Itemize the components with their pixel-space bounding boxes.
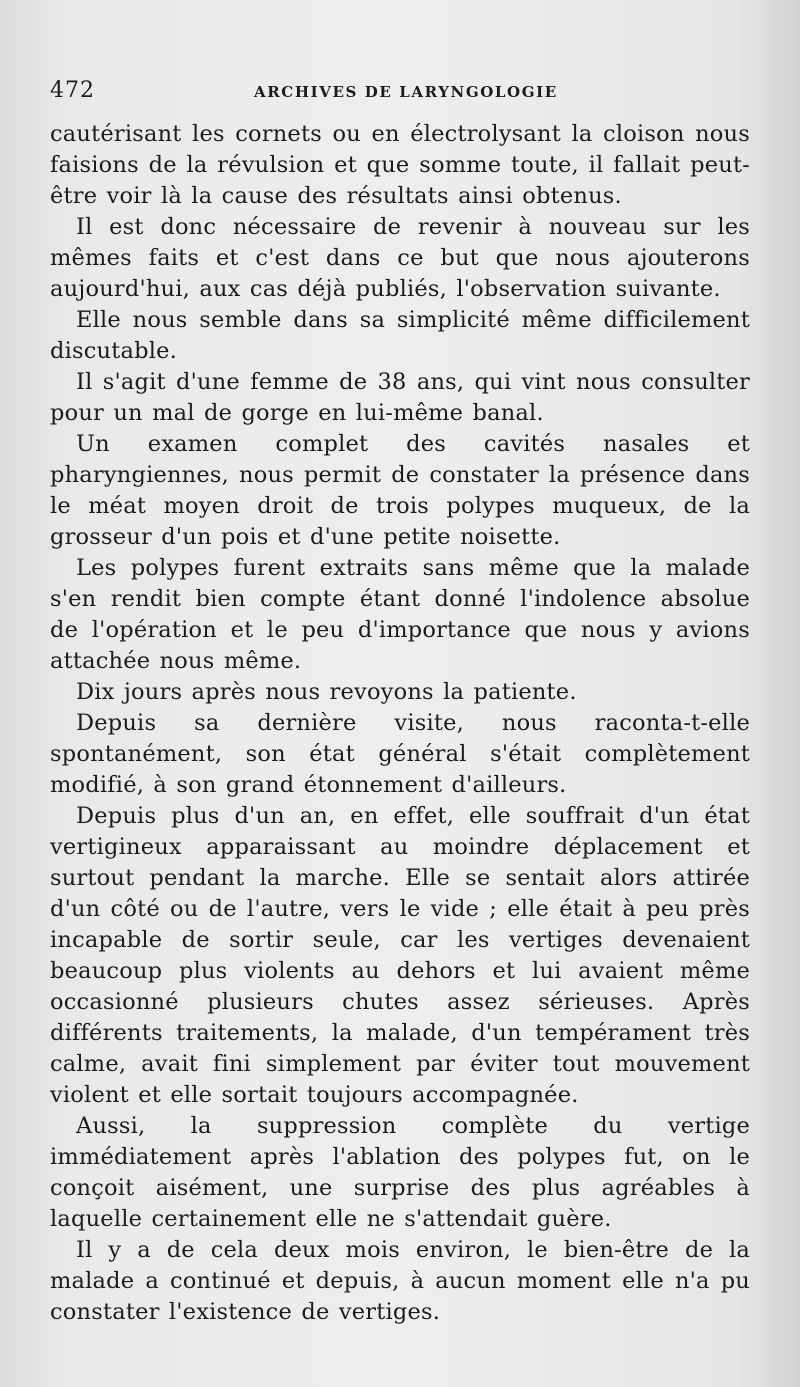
paragraph: Depuis plus d'un an, en effet, elle souffrait d'un état vertigineux apparaissant au moindre déplacement et surtout pendant la marche. Elle se sentait alors attirée d'un côté ou de l'autre, vers le vide ; elle était à peu près incapable de sortir seule, car les vertiges devenaient beaucoup plus violents au dehors et lui avaient même occasionné plusieurs chutes assez sérieuses. Après différents traitements, la malade, d'un tempérament très calme, avait fini simplement par éviter tout mouvement violent et elle sortait toujours accompagnée. (50, 803, 750, 1108)
paragraph: Dix jours après nous revoyons la patiente. (76, 679, 577, 705)
paragraph: cautérisant les cornets ou en électrolysant la cloison nous faisions de la révulsion et que somme toute, il fallait peut-être voir là la cause des résultats ainsi obtenus. (50, 121, 750, 209)
paragraph: Il y a de cela deux mois environ, le bien-être de la malade a continué et depuis, à aucun moment elle n'a pu constater l'existence de vertiges. (50, 1237, 750, 1325)
paragraph: Les polypes furent extraits sans même que la malade s'en rendit bien compte étant donné l'indolence absolue de l'opération et le peu d'importance que nous y avions attachée nous même. (50, 555, 750, 674)
journal-title: ARCHIVES DE LARYNGOLOGIE (254, 83, 558, 101)
page-number: 472 (50, 78, 95, 103)
body-text (50, 119, 750, 1328)
paragraph: Elle nous semble dans sa simplicité même difficilement discutable. (50, 307, 750, 364)
paragraph: Il s'agit d'une femme de 38 ans, qui vint nous consulter pour un mal de gorge en lui-même banal. (50, 369, 750, 426)
paragraph: Un examen complet des cavités nasales et pharyngiennes, nous permit de constater la présence dans le méat moyen droit de trois polypes muqueux, de la grosseur d'un pois et d'une petite noisette. (50, 431, 750, 550)
paragraph: Il est donc nécessaire de revenir à nouveau sur les mêmes faits et c'est dans ce but que nous ajouterons aujourd'hui, aux cas déjà publiés, l'observation suivante. (50, 214, 750, 302)
paragraph: Depuis sa dernière visite, nous raconta-t-elle spontanément, son état général s'était complètement modifié, à son grand étonnement d'ailleurs. (50, 710, 750, 798)
paragraph: Aussi, la suppression complète du vertige immédiatement après l'ablation des polypes fut, on le conçoit aisément, une surprise des plus agréables à laquelle certainement elle ne s'attendait guère. (50, 1113, 750, 1232)
running-head (50, 78, 750, 106)
